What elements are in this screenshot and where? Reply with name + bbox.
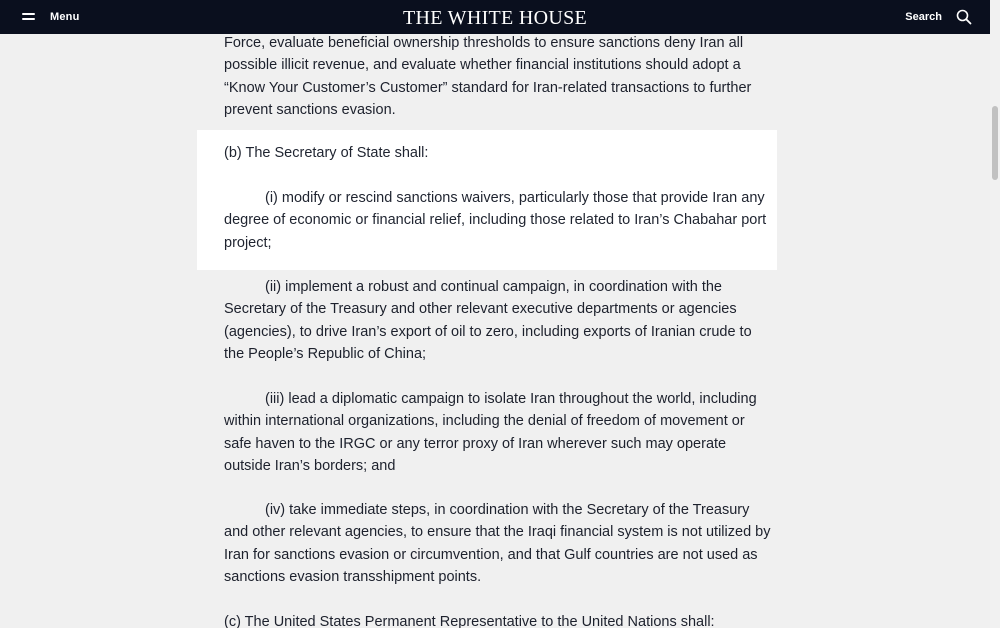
highlight-dim-right: [777, 130, 990, 270]
paragraph-intro: Force, evaluate beneficial ownership thresholds to ensure sanctions deny Iran all possible illicit revenue, and evaluate whether financial institutions should adopt a “Know Your Customer’s Customer” standard for Iran-related transactions to further prevent sanctions evasion.: [224, 35, 752, 118]
highlight-dim-bottom: [0, 270, 990, 628]
section-b-heading: (b) The Secretary of State shall:: [224, 145, 429, 161]
section-b-i-text: (i) modify or rescind sanctions waivers, particularly those that provide Iran any degree of economic or financial relief, including those related to Iran’s Chabahar port project;: [224, 190, 767, 251]
section-b-i: [224, 187, 772, 254]
section-b-iii-text: (iii) lead a diplomatic campaign to isolate Iran throughout the world, including within international organizations, including the denial of freedom of movement or safe haven to the IRGC or any terror proxy of Iran wherever such may operate outside Iran’s borders; and: [224, 391, 757, 474]
search-label: Search: [905, 11, 942, 23]
search-icon: [956, 9, 972, 25]
top-navigation-bar: [0, 0, 990, 34]
menu-label: Menu: [50, 11, 80, 23]
site-logo[interactable]: THE WHITE HOUSE: [402, 7, 588, 29]
scrollbar-thumb[interactable]: [992, 106, 998, 180]
highlight-dim-left: [0, 130, 197, 270]
section-c-heading: (c) The United States Permanent Representative to the United Nations shall:: [224, 614, 715, 628]
highlight-dim-top: [0, 34, 990, 130]
vertical-scrollbar[interactable]: [990, 0, 1000, 628]
section-b-iv-text: (iv) take immediate steps, in coordination with the Secretary of the Treasury and other relevant agencies, to ensure that the Iraqi financial system is not utilized by Iran for sanctions evasion or circumvention, and that Gulf countries are not used as sanctions evasion transshipment points.: [224, 502, 771, 585]
section-b-ii-text: (ii) implement a robust and continual campaign, in coordination with the Secretary of the Treasury and other relevant executive departments or agencies (agencies), to drive Iran’s export of oil to zero, including exports of Iranian crude to the People’s Republic of China;: [224, 279, 752, 362]
search-button[interactable]: [905, 9, 972, 25]
